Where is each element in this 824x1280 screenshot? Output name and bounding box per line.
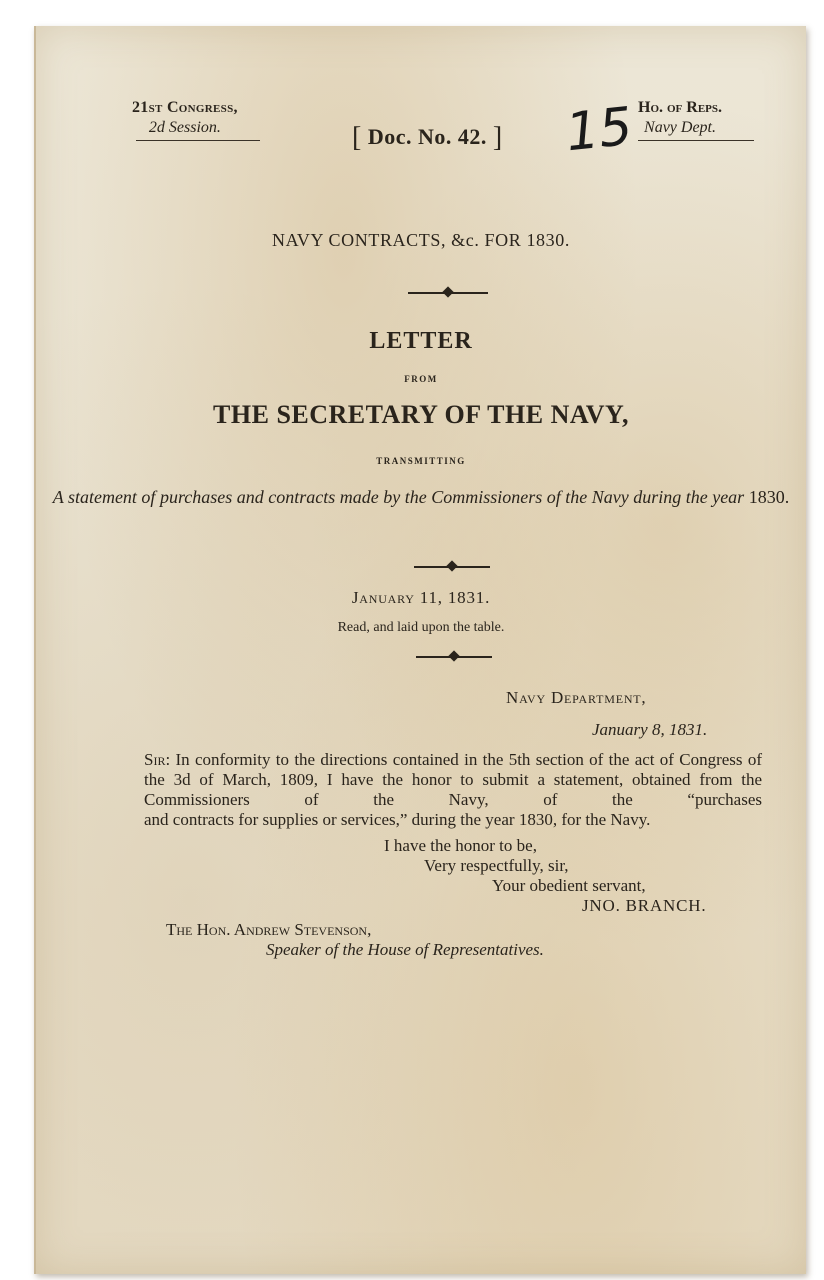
statement-text: A statement of purchases and contracts made by the Commissioners of the Navy during the year (52, 487, 745, 507)
letter-body-paragraph (144, 750, 762, 810)
letter-date-text: January 8, 1831. (592, 720, 708, 739)
transmitting-label: TRANSMITTING (376, 456, 466, 466)
signature: JNO. BRANCH. (582, 896, 707, 915)
congress-session-label (132, 98, 238, 138)
addressee-name: The Hon. Andrew Stevenson, (166, 920, 372, 939)
subject-heading: NAVY CONTRACTS, &c. FOR 1830. (272, 230, 570, 250)
closing-line-3: Your obedient servant, (492, 876, 646, 895)
body-text: In conformity to the directions contained in the 5th section of the act of Congress of the 3d of March, 1809, I have the honor to submit a statement, obtained from the Commissioners of the Navy, of the “purchases (144, 750, 763, 809)
closing-line-1: I have the honor to be, (384, 836, 537, 855)
session-label: 2d Session. (148, 119, 221, 136)
handwritten-number: 15 (563, 96, 636, 164)
bracket-close: ] (492, 122, 503, 153)
from-label: FROM (404, 374, 438, 384)
addressee-title: Speaker of the House of Representatives. (266, 940, 544, 959)
house-department-label (638, 98, 722, 138)
ornament-divider (408, 288, 488, 298)
document-page (34, 26, 806, 1274)
header-rule-left (136, 140, 260, 141)
letter-title: LETTER (369, 328, 473, 354)
letter-body-last-line: and contracts for supplies or services,” during the year 1830, for the Navy. (144, 810, 651, 829)
ornament-divider (416, 652, 492, 662)
navy-department-heading: Navy Department, (506, 688, 647, 707)
document-date: January 11, 1831. (351, 588, 491, 607)
document-number (352, 122, 503, 154)
bracket-open: [ (352, 122, 362, 153)
salutation: Sir: (144, 750, 171, 769)
closing-line-2: Very respectfully, sir, (424, 856, 569, 875)
letter-date (592, 720, 707, 740)
house-label: Ho. of Reps. (638, 99, 723, 116)
congress-label: 21st Congress, (132, 99, 238, 116)
department-label: Navy Dept. (644, 119, 716, 136)
doc-number-label: Doc. No. 42. (367, 124, 487, 149)
secretary-title: THE SECRETARY OF THE NAVY, (213, 400, 629, 429)
statement-year: 1830. (748, 487, 790, 507)
read-note: Read, and laid upon the table. (337, 620, 505, 635)
header-rule-right (638, 140, 754, 141)
ornament-divider (414, 562, 490, 572)
statement-description (36, 486, 806, 508)
